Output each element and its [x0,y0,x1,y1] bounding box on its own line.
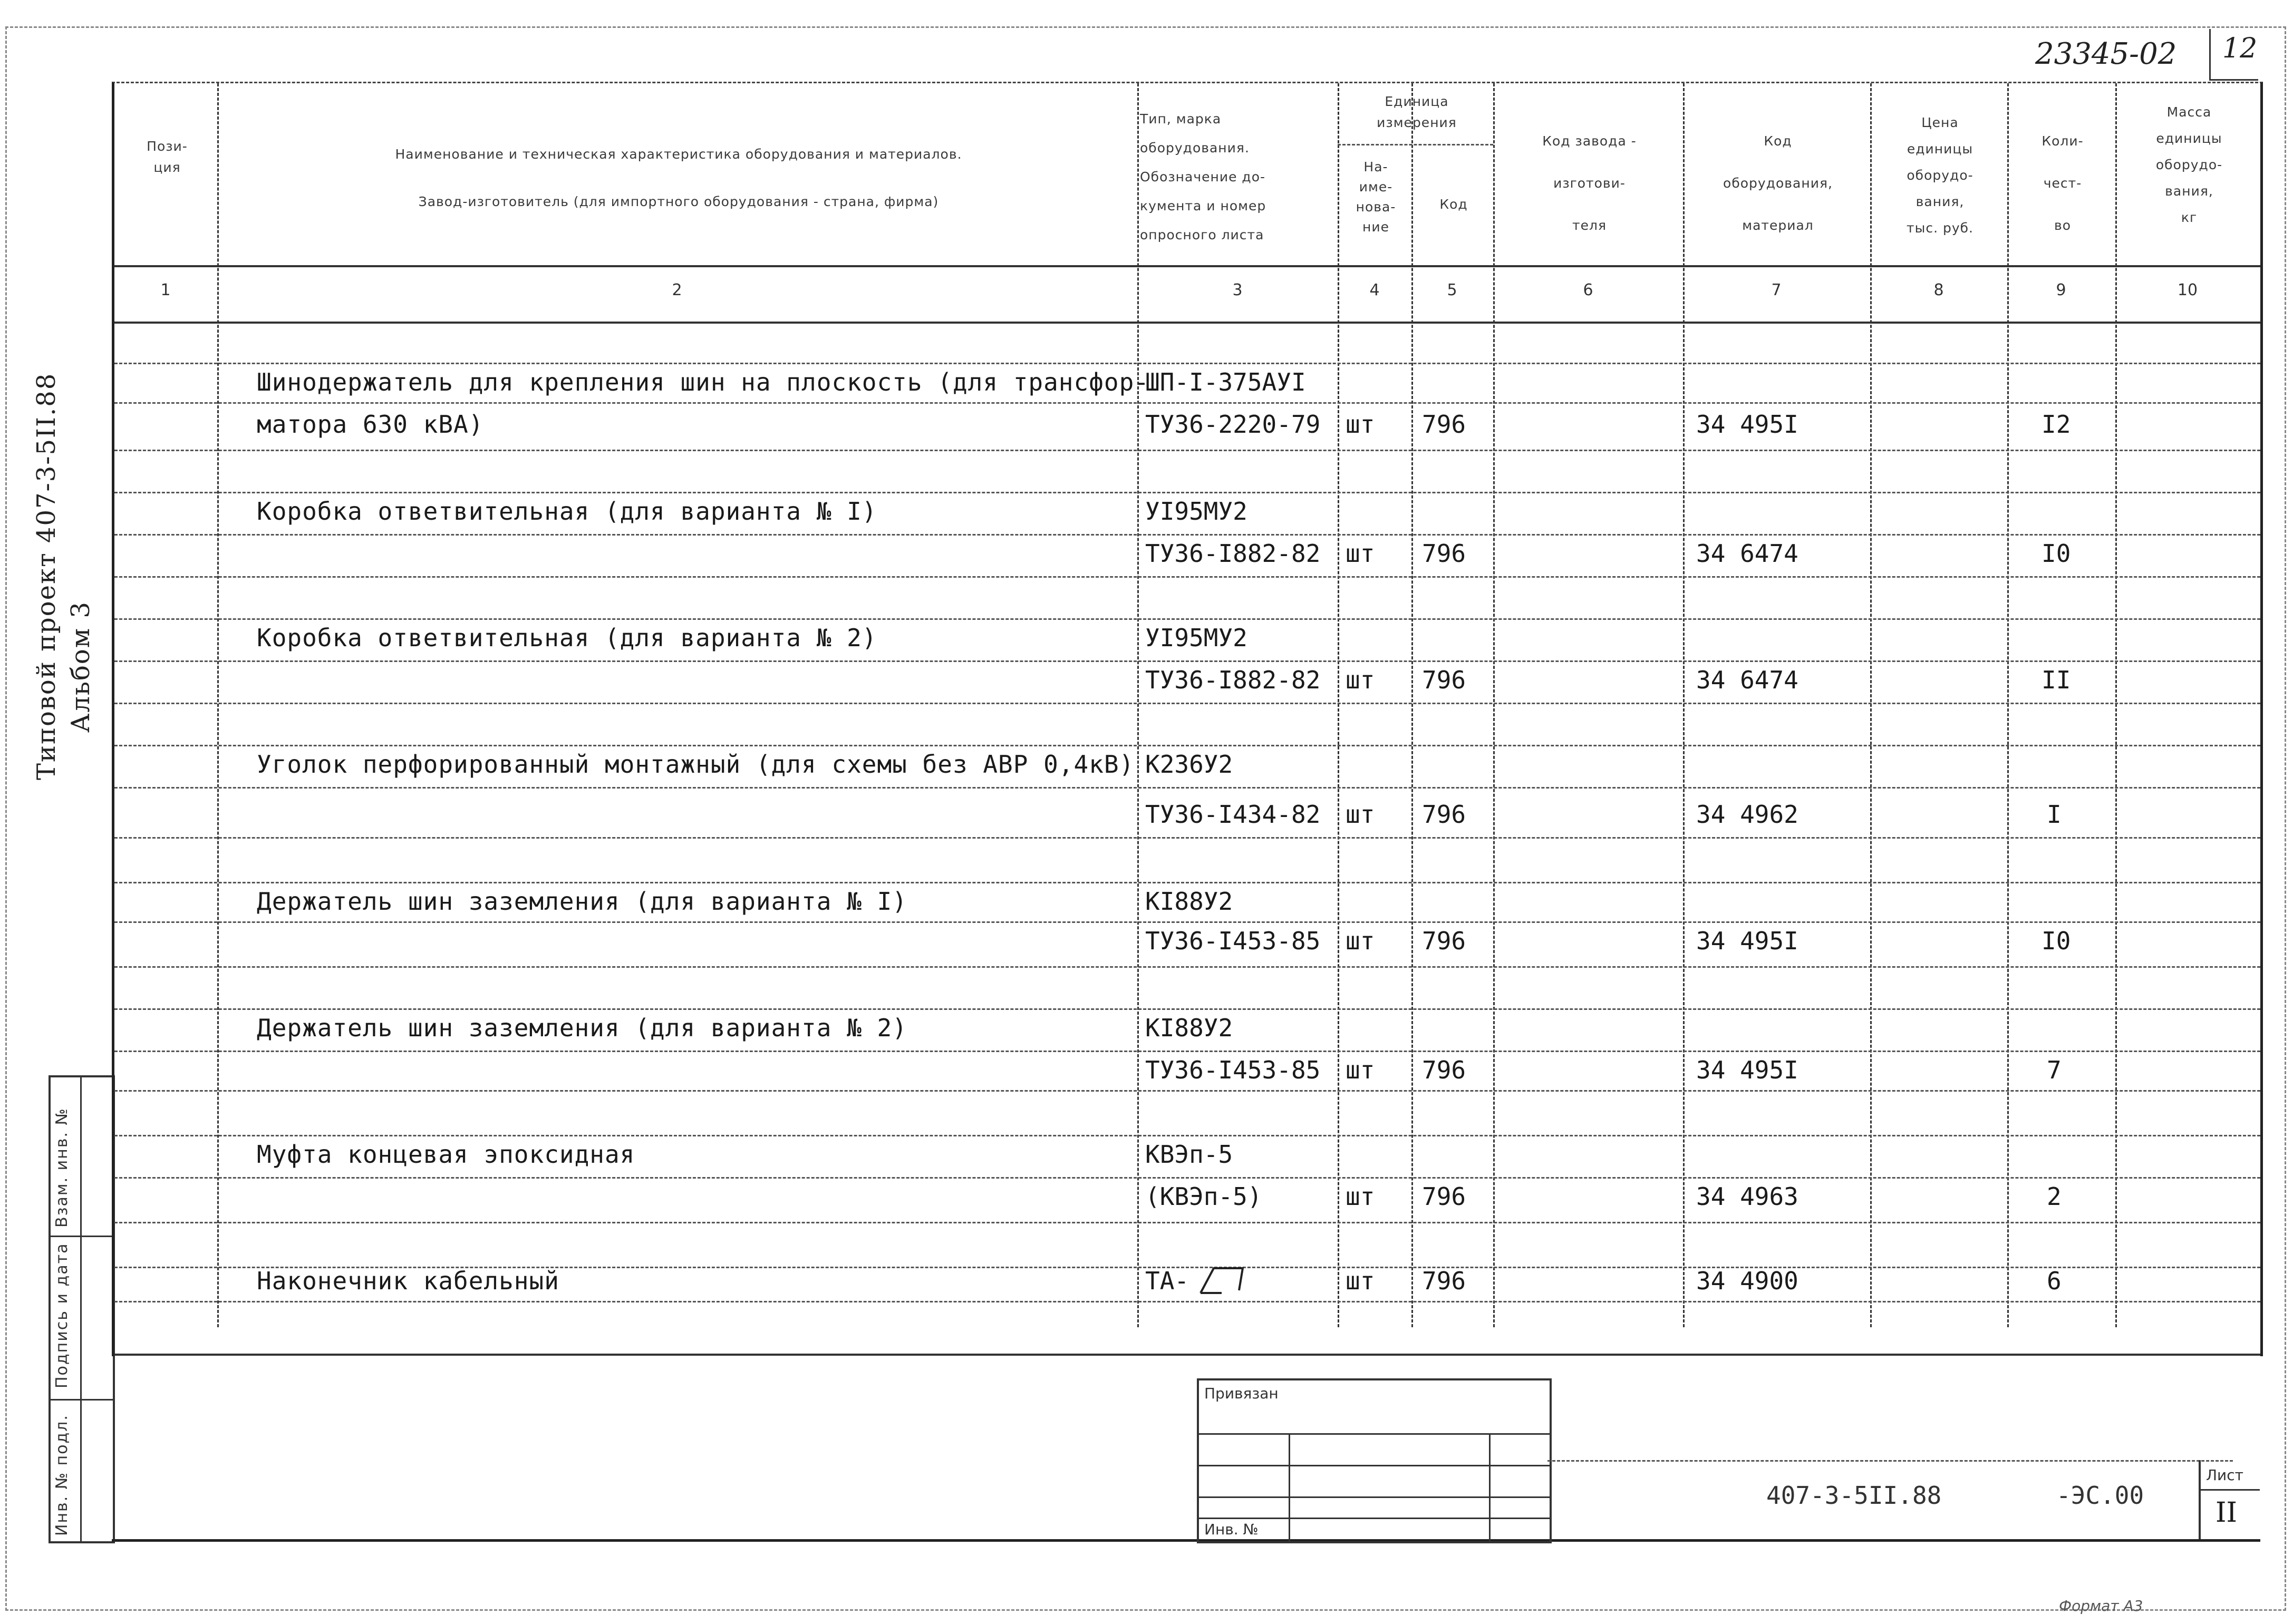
item-unit-code: 796 [1422,927,1466,955]
item-unit-code: 796 [1422,800,1466,829]
item-unit-code: 796 [1422,1056,1466,1084]
item-unit: шт [1346,800,1375,829]
sheet-label: Лист [2206,1466,2243,1484]
item-name: Уголок перфорированный монтажный (для схемы без АВР 0,4кВ) [257,750,1135,779]
column-number: 7 [1771,281,1782,299]
item-name: Наконечник кабельный [257,1267,559,1295]
column-number: 5 [1447,281,1457,299]
side-field-inv: Инв. № подл. [53,1414,71,1536]
item-doc: ТУ36-I882-82 [1145,666,1321,694]
item-qty: I0 [2042,927,2071,955]
item-qty: I0 [2042,539,2071,568]
item-qty: 2 [2047,1182,2062,1211]
item-type: КВЭп-5 [1145,1140,1233,1169]
item-doc: ТУ36-I882-82 [1145,539,1321,568]
item-unit-code: 796 [1422,1182,1466,1211]
header-col-4: На- име- нова- ние [1356,159,1396,235]
corner-sheet-number: 12 [2222,33,2258,64]
doc-suffix: -ЭС.00 [2056,1481,2144,1510]
item-doc: (КВЭп-5) [1145,1182,1262,1211]
header-unit-group: Единица измерения [1377,94,1457,130]
item-type: КI88У2 [1145,1014,1233,1042]
item-unit: шт [1346,1182,1375,1211]
item-type: УI95МУ2 [1145,624,1247,652]
item-name: Держатель шин заземления (для варианта № 2) [257,1014,907,1042]
item-name: Муфта концевая эпоксидная [257,1140,635,1169]
column-number: 10 [2177,281,2198,299]
column-number: 4 [1369,281,1380,299]
item-equip-code: 34 6474 [1696,666,1798,694]
corner-doc-number: 23345-02 [2035,37,2177,71]
item-unit: шт [1346,927,1375,955]
header-col-3: Тип, марка оборудования. Обозначение до- кумента и номер опросного листа [1140,111,1266,242]
item-doc: ТУ36-I453-85 [1145,927,1321,955]
item-equip-code: 34 4900 [1696,1267,1798,1295]
side-fields-box [49,1075,115,1543]
item-name: Коробка ответвительная (для варианта № 2) [257,624,877,652]
header-col-5: Код [1439,197,1468,212]
cable-lug-sketch [1198,1264,1245,1296]
column-number: 9 [2056,281,2066,299]
side-project-title: Типовой проект 407-3-5II.88 [32,372,61,780]
header-col-6: Код завода - изготови- теля [1542,133,1637,233]
doc-code: 407-3-5II.88 [1766,1481,1942,1510]
item-type: ТА- [1145,1267,1189,1295]
item-qty: I2 [2042,410,2071,439]
item-qty: II [2042,666,2071,694]
item-type: УI95МУ2 [1145,497,1247,526]
column-number: 8 [1933,281,1944,299]
header-col-1: Пози- ция [147,139,188,175]
inv-label: Инв. № [1204,1521,1259,1538]
item-unit: шт [1346,666,1375,694]
item-equip-code: 34 495I [1696,927,1798,955]
column-number: 6 [1583,281,1593,299]
side-field-replace: Взам. инв. № [53,1107,71,1228]
item-doc: ТУ36-2220-79 [1145,410,1321,439]
header-col-7: Код оборудования, материал [1723,133,1833,233]
item-type: КI88У2 [1145,887,1233,916]
side-album-label: Альбом 3 [66,601,95,733]
item-name-cont: матора 630 кВА) [257,410,484,439]
item-type: К236У2 [1145,750,1233,779]
header-col-2: Наименование и техническая характеристика оборудования и материалов. Завод-изготовитель (для импортного оборудования - страна, фирма) [395,147,962,209]
item-type: ШП-I-375АУI [1145,368,1306,396]
column-number: 1 [160,281,171,299]
item-doc: ТУ36-I434-82 [1145,800,1321,829]
specification-table [112,82,2263,1356]
tied-label: Привязан [1204,1385,1279,1402]
format-label: Формат А3 [2059,1597,2143,1615]
doc-code-line [1547,1460,2233,1462]
item-unit-code: 796 [1422,666,1466,694]
item-unit-code: 796 [1422,539,1466,568]
header-col-9: Коли- чест- во [2042,133,2084,233]
tied-stamp-box [1197,1378,1552,1543]
item-equip-code: 34 495I [1696,1056,1798,1084]
header-col-10: Масса единицы оборудо- вания, кг [2155,104,2223,225]
item-equip-code: 34 4962 [1696,800,1798,829]
item-unit: шт [1346,539,1375,568]
item-unit: шт [1346,1056,1375,1084]
item-qty: 7 [2047,1056,2062,1084]
item-equip-code: 34 495I [1696,410,1798,439]
item-equip-code: 34 6474 [1696,539,1798,568]
item-unit: шт [1346,1267,1375,1295]
column-number: 3 [1232,281,1243,299]
item-qty: I [2047,800,2062,829]
side-field-sign: Подпись и дата [53,1242,71,1388]
item-doc: ТУ36-I453-85 [1145,1056,1321,1084]
column-number: 2 [672,281,682,299]
item-unit: шт [1346,410,1375,439]
item-name: Коробка ответвительная (для варианта № I) [257,497,877,526]
item-qty: 6 [2047,1267,2062,1295]
sheet-value: II [2215,1497,2238,1529]
item-unit-code: 796 [1422,1267,1466,1295]
item-unit-code: 796 [1422,410,1466,439]
bottom-frame-line [112,1539,2260,1542]
header-col-8: Цена единицы оборудо- вания, тыс. руб. [1907,115,1973,236]
sheet-box [2199,1460,2260,1539]
item-equip-code: 34 4963 [1696,1182,1798,1211]
item-name: Держатель шин заземления (для варианта № I) [257,887,907,916]
item-name: Шинодержатель для крепления шин на плоскость (для трансфор- [257,368,1149,396]
